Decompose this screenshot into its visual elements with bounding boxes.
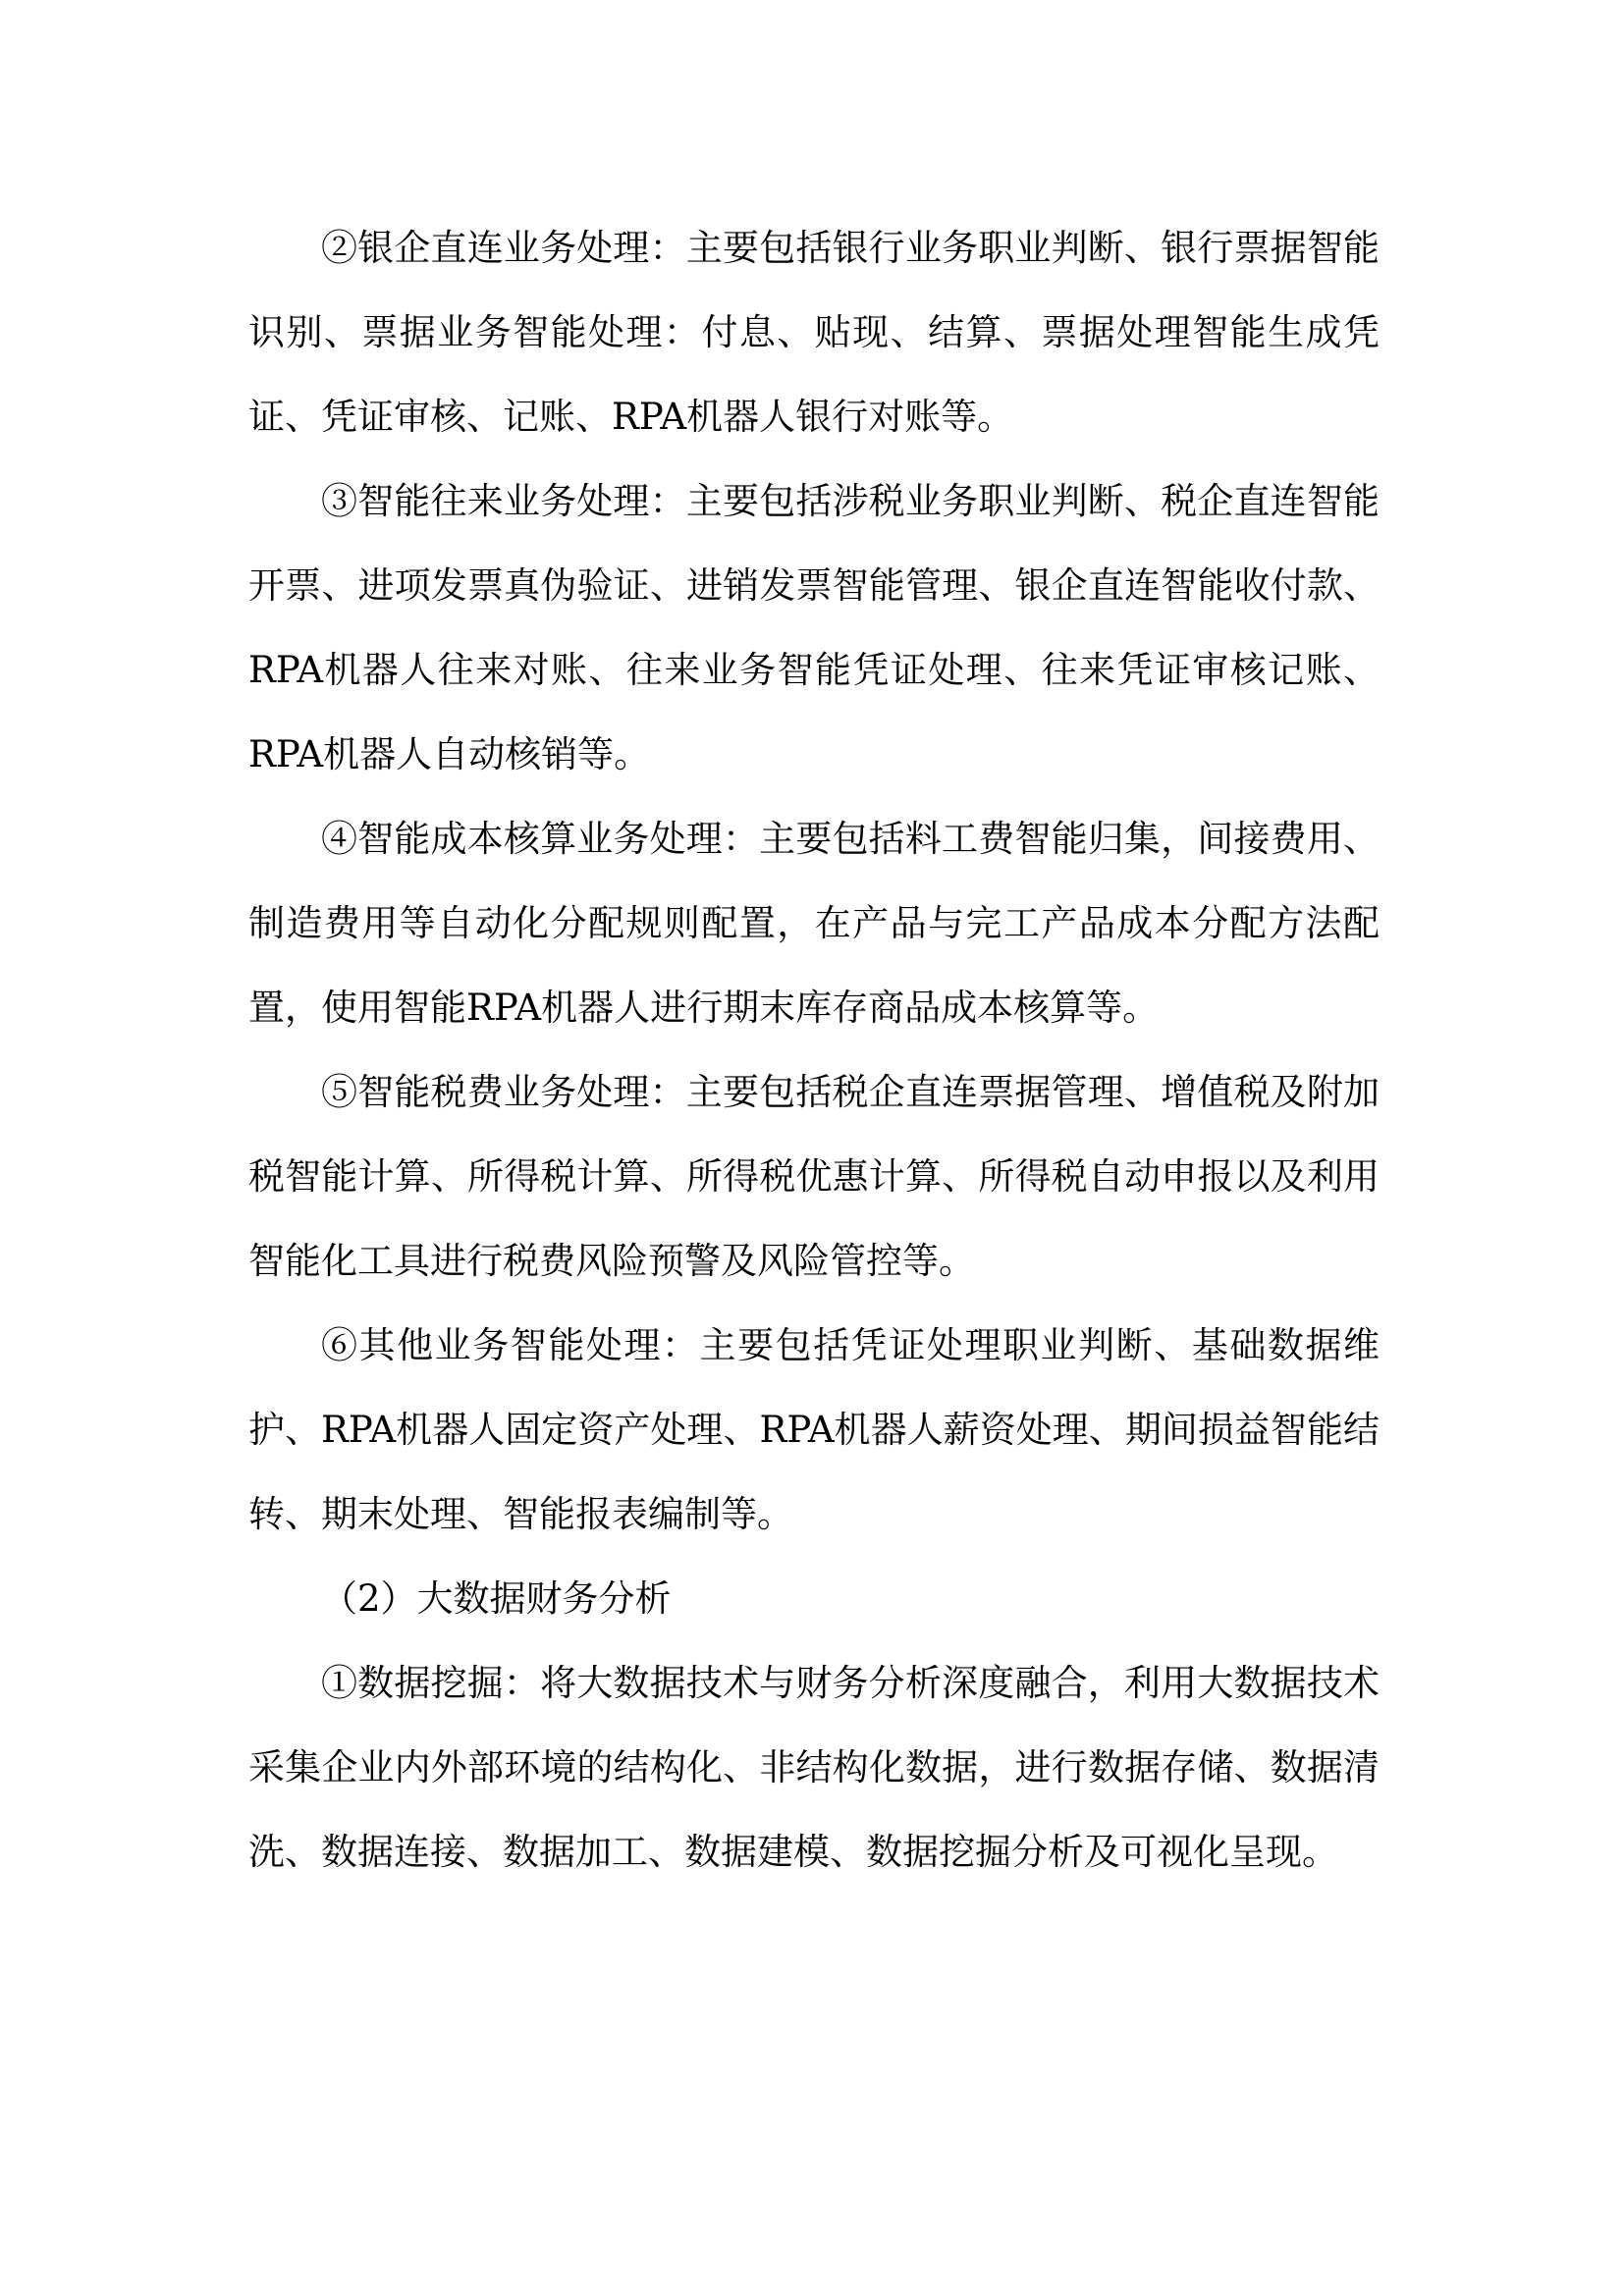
paragraph-tax: ⑤智能税费业务处理：主要包括税企直连票据管理、增值税及附加税智能计算、所得税计算、所得税优惠计算、所得税自动申报以及利用智能化工具进行税费风险预警及风险管控等。 <box>248 1071 1380 1282</box>
paragraph-other: ⑥其他业务智能处理：主要包括凭证处理职业判断、基础数据维护、RPA机器人固定资产处理、RPA机器人薪资处理、期间损益智能结转、期末处理、智能报表编制等。 <box>248 1324 1380 1535</box>
paragraph-cost-accounting: ④智能成本核算业务处理：主要包括料工费智能归集，间接费用、制造费用等自动化分配规则配置，在产品与完工产品成本分配方法配置，使用智能RPA机器人进行期末库存商品成本核算等。 <box>248 818 1380 1029</box>
section-heading: （2）大数据财务分析 <box>321 1577 672 1620</box>
paragraph-current-accounts: ③智能往来业务处理：主要包括涉税业务职业判断、税企直连智能开票、进项发票真伪验证、进销发票智能管理、银企直连智能收付款、RPA机器人往来对账、往来业务智能凭证处理、往来凭证审核记账、RPA机器人自动核销等。 <box>248 480 1380 775</box>
paragraph-bank-enterprise: ②银企直连业务处理：主要包括银行业务职业判断、银行票据智能识别、票据业务智能处理：付息、贴现、结算、票据处理智能生成凭证、凭证审核、记账、RPA机器人银行对账等。 <box>248 227 1380 438</box>
document-page <box>248 206 1380 1895</box>
paragraph-data-mining: ①数据挖掘：将大数据技术与财务分析深度融合，利用大数据技术采集企业内外部环境的结构化、非结构化数据，进行数据存储、数据清洗、数据连接、数据加工、数据建模、数据挖掘分析及可视化呈现。 <box>248 1662 1380 1873</box>
